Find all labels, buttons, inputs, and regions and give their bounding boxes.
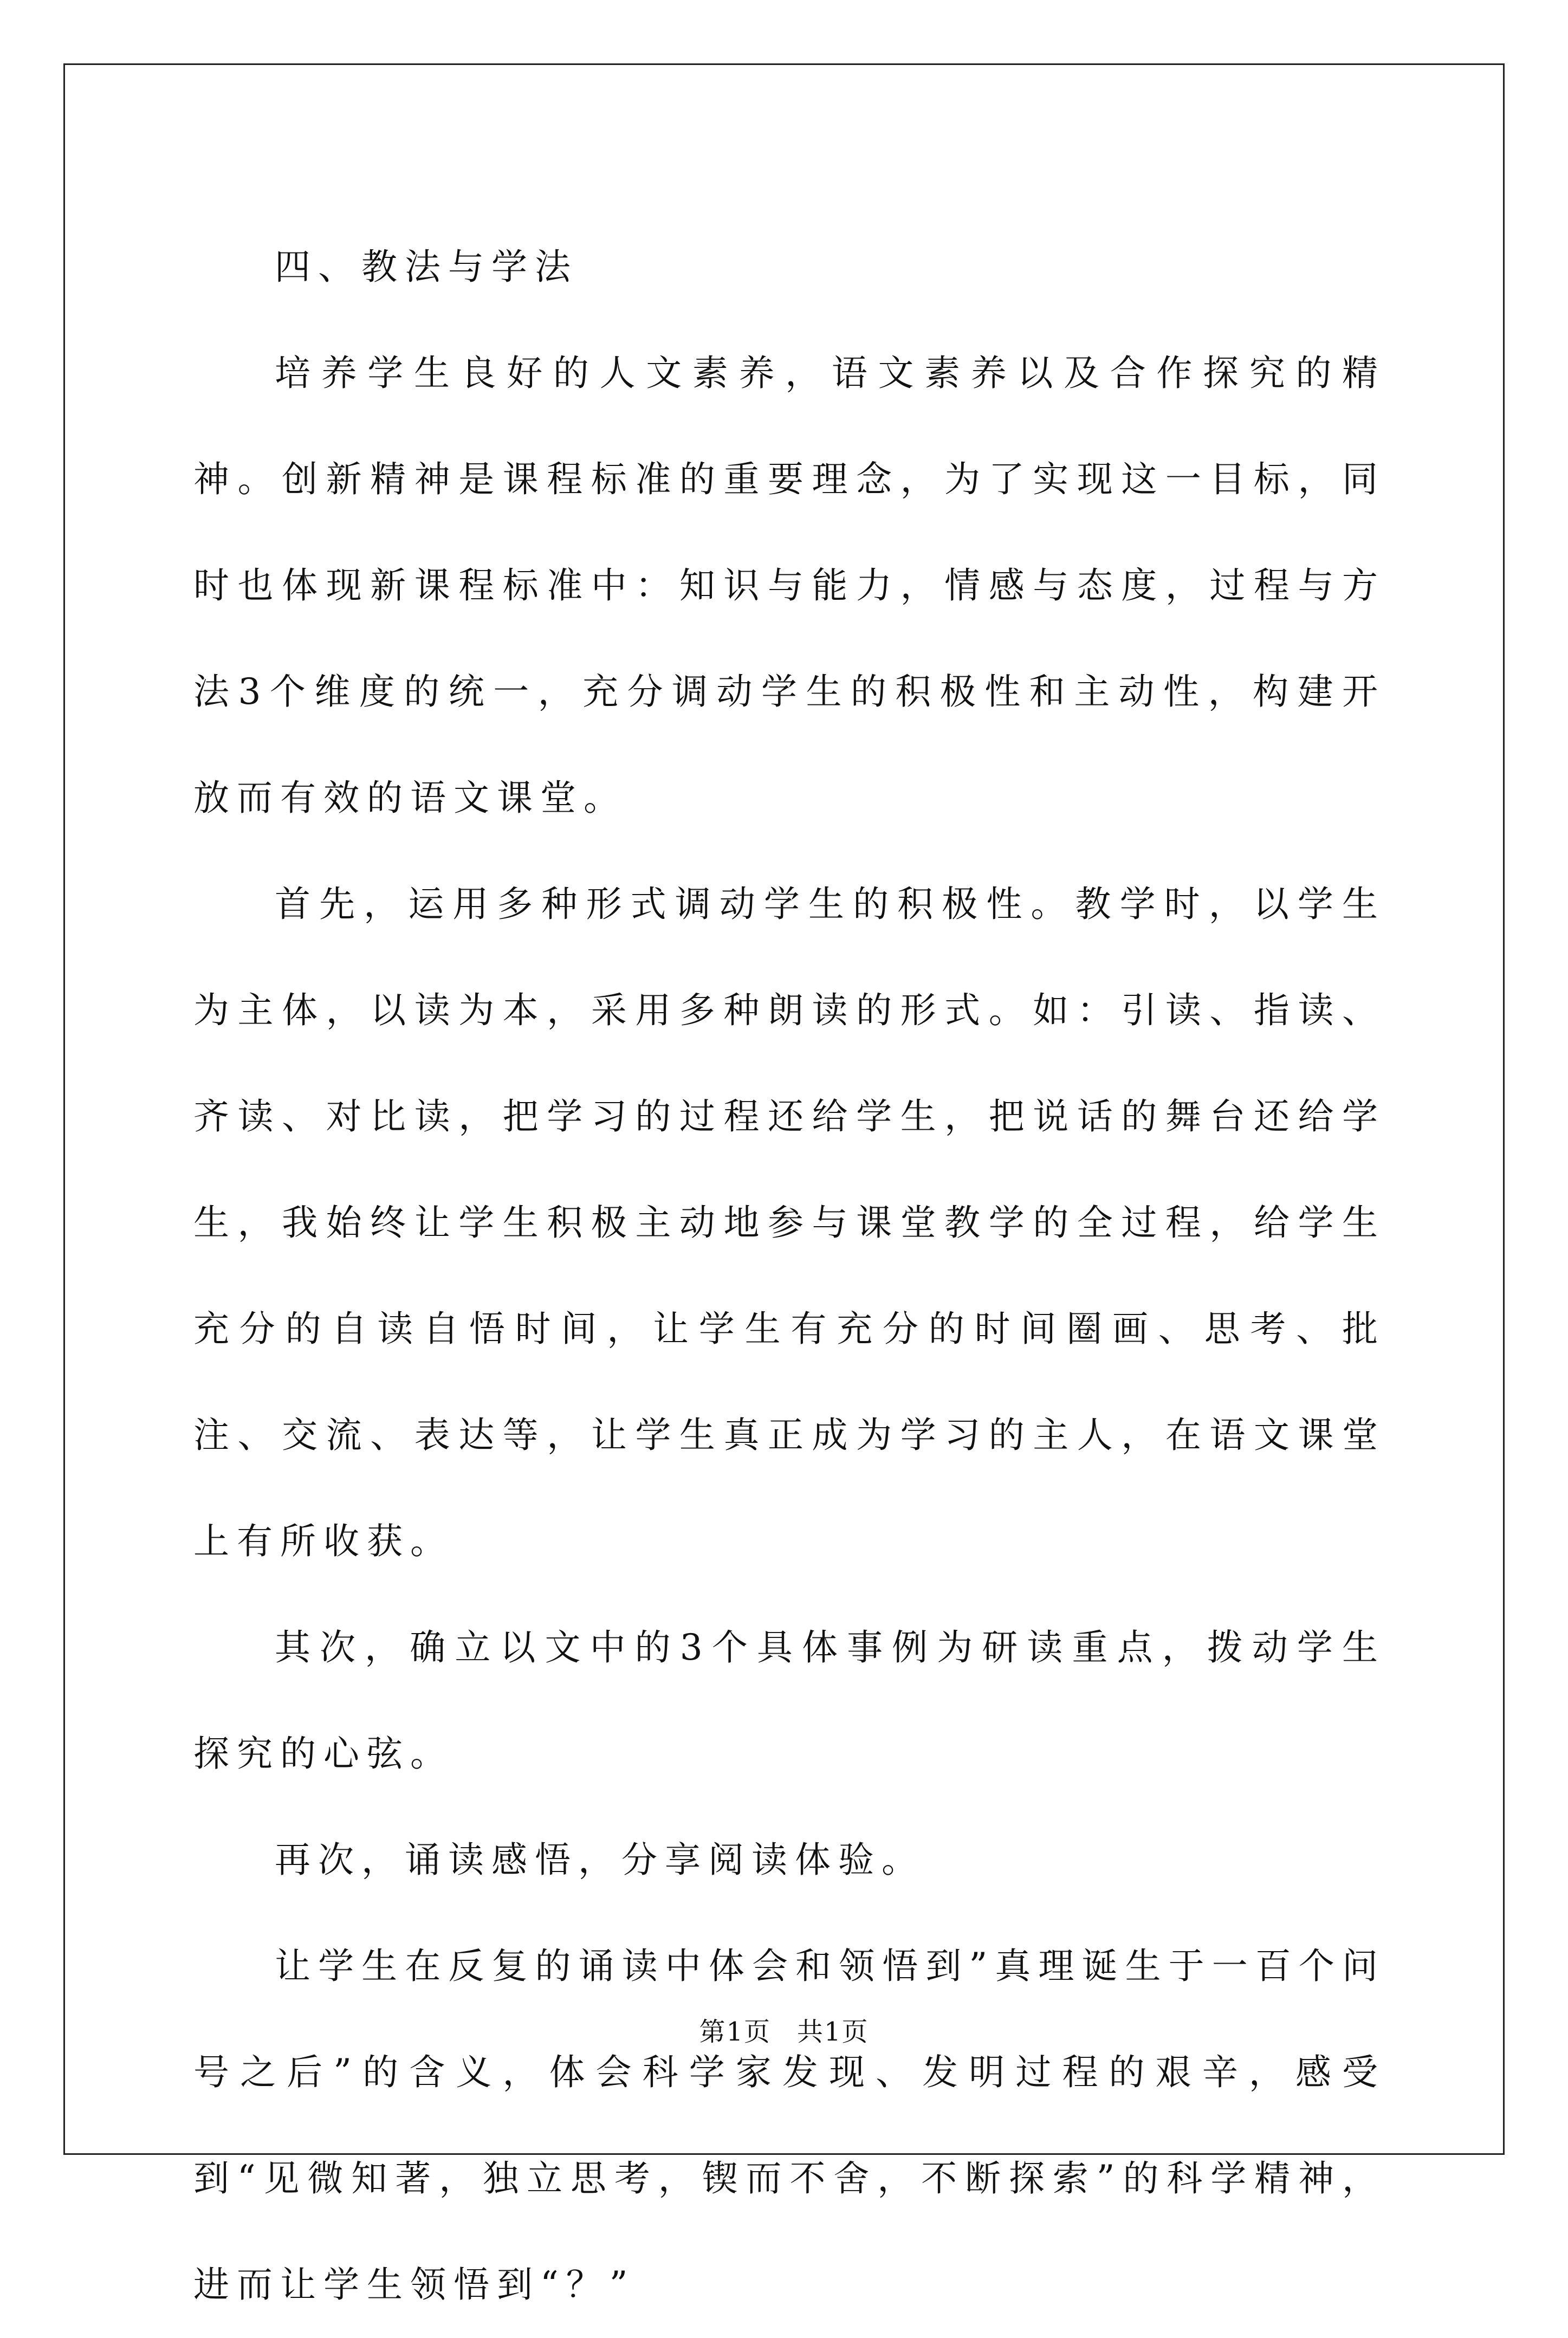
paragraph-1: 培养学生良好的人文素养，语文素养以及合作探究的精神。创新精神是课程标准的重要理念，为了实现这一目标，同时也体现新课程标准中：知识与能力，情感与态度，过程与方法3个维度的统一，充分调动学生的积极性和主动性，构建开放而有效的语文课堂。 [193,352,1385,819]
paragraph-3: 其次，确立以文中的3个具体事例为研读重点，拨动学生探究的心弦。 [193,1627,1385,1774]
section-heading: 四、教法与学法 [275,246,578,288]
page-footer [0,2016,1568,2048]
paragraph-4: 再次，诵读感悟，分享阅读体验。 [275,1839,925,1881]
page-number-current: 第1页 [699,2017,771,2047]
paragraph-5: 让学生在反复的诵读中体会和领悟到”真理诞生于一百个问号之后”的含义，体会科学家发现、发明过程的艰辛，感受到“见微知著，独立思考，锲而不舍，不断探索”的科学精神，进而让学生领悟到“？” [193,1945,1385,2305]
paragraph-2: 首先，运用多种形式调动学生的积极性。教学时，以学生为主体，以读为本，采用多种朗读的形式。如：引读、指读、齐读、对比读，把学习的过程还给学生，把说话的舞台还给学生，我始终让学生积极主动地参与课堂教学的全过程，给学生充分的自读自悟时间，让学生有充分的时间圈画、思考、批注、交流、表达等，让学生真正成为学习的主人，在语文课堂上有所收获。 [193,883,1385,1562]
page-number-total: 共1页 [797,2017,869,2047]
